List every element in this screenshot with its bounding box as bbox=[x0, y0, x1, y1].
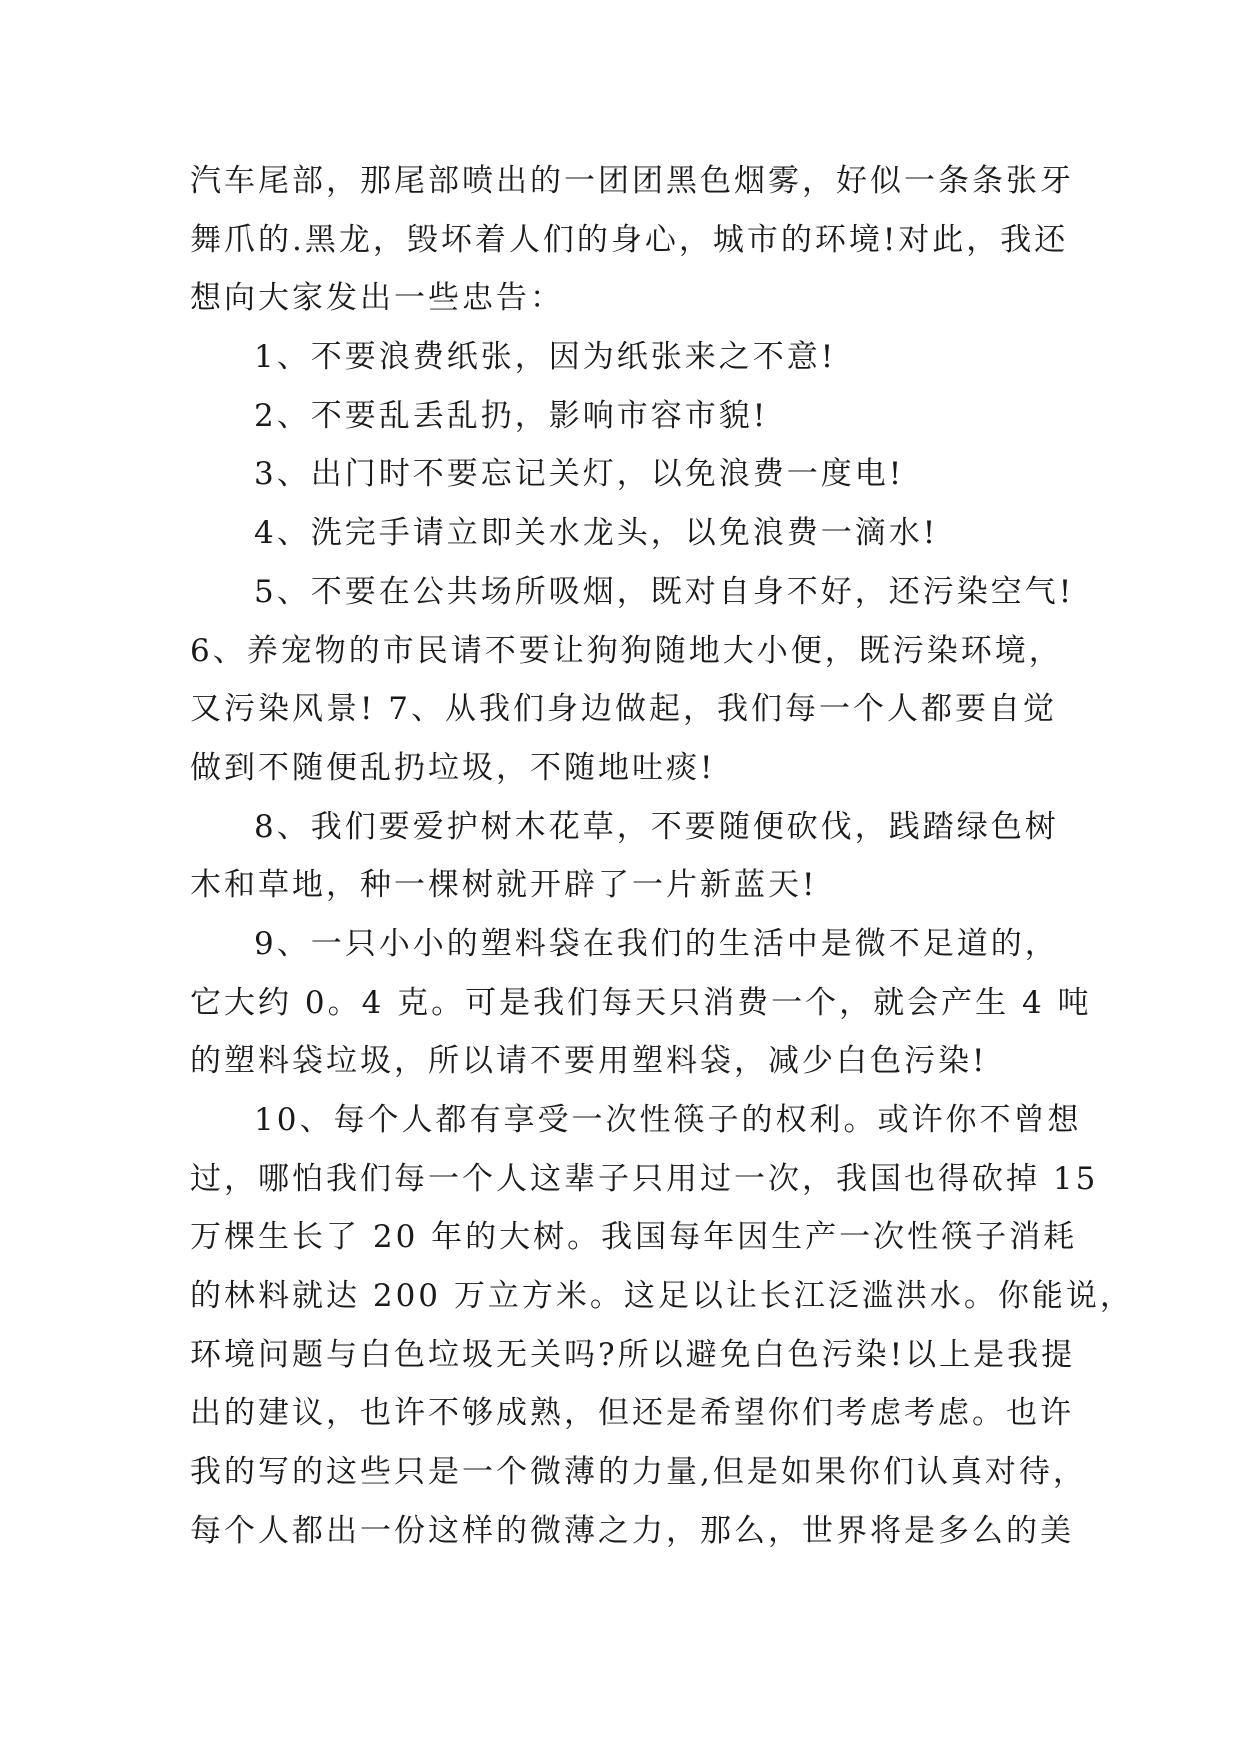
text-line: 的塑料袋垃圾，所以请不要用塑料袋，减少白色污染! bbox=[190, 1043, 988, 1080]
text-line: 万棵生长了 20 年的大树。我国每年因生产一次性筷子消耗 bbox=[190, 1219, 1078, 1256]
body-text bbox=[190, 152, 1134, 1561]
list-item: 1、不要浪费纸张，因为纸张来之不意! bbox=[254, 339, 837, 376]
text-line: 的林料就达 200 万立方米。这足以让长江泛滥洪水。你能说， bbox=[190, 1278, 1134, 1315]
text-line: 出的建议，也许不够成熟，但还是希望你们考虑考虑。也许 bbox=[190, 1395, 1074, 1432]
text-line: 木和草地，种一棵树就开辟了一片新蓝天! bbox=[190, 867, 818, 904]
text-line: 舞爪的.黑龙，毁坏着人们的身心，城市的环境!对此，我还 bbox=[190, 221, 1069, 258]
list-item: 10、每个人都有享受一次性筷子的权利。或许你不曾想 bbox=[254, 1102, 1082, 1138]
list-item: 9、一只小小的塑料袋在我们的生活中是微不足道的， bbox=[254, 925, 1059, 962]
text-line: 想向大家发出一些忠告： bbox=[190, 280, 564, 317]
text-line: 做到不随便乱扔垃圾，不随地吐痰! bbox=[190, 749, 716, 786]
text-line: 环境问题与白色垃圾无关吗?所以避免白色污染!以上是我提 bbox=[190, 1336, 1076, 1373]
text-line: 过，哪怕我们每一个人这辈子只用过一次，我国也得砍掉 15 bbox=[190, 1160, 1099, 1197]
text-line: 我的写的这些只是一个微薄的力量,但是如果你们认真对待， bbox=[190, 1454, 1087, 1491]
text-line: 汽车尾部，那尾部喷出的一团团黑色烟雾，好似一条条张牙 bbox=[190, 163, 1074, 199]
list-item: 2、不要乱丢乱扔，影响市容市貌! bbox=[254, 397, 769, 434]
list-item: 4、洗完手请立即关水龙头，以免浪费一滴水! bbox=[254, 515, 939, 552]
text-line: 每个人都出一份这样的微薄之力，那么，世界将是多么的美 bbox=[190, 1512, 1074, 1549]
list-item: 8、我们要爱护树木花草，不要随便砍伐，践踏绿色树 bbox=[254, 808, 1059, 845]
text-line: 它大约 0。4 克。可是我们每天只消费一个，就会产生 4 吨 bbox=[190, 984, 1092, 1021]
list-item: 3、出门时不要忘记关灯，以免浪费一度电! bbox=[254, 456, 905, 493]
text-line: 6、养宠物的市民请不要让狗狗随地大小便，既污染环境， bbox=[190, 632, 1063, 669]
text-line: 又污染风景! 7、从我们身边做起，我们每一个人都要自觉 bbox=[190, 691, 1058, 728]
list-item: 5、不要在公共场所吸烟，既对自身不好，还污染空气! bbox=[254, 573, 1075, 610]
